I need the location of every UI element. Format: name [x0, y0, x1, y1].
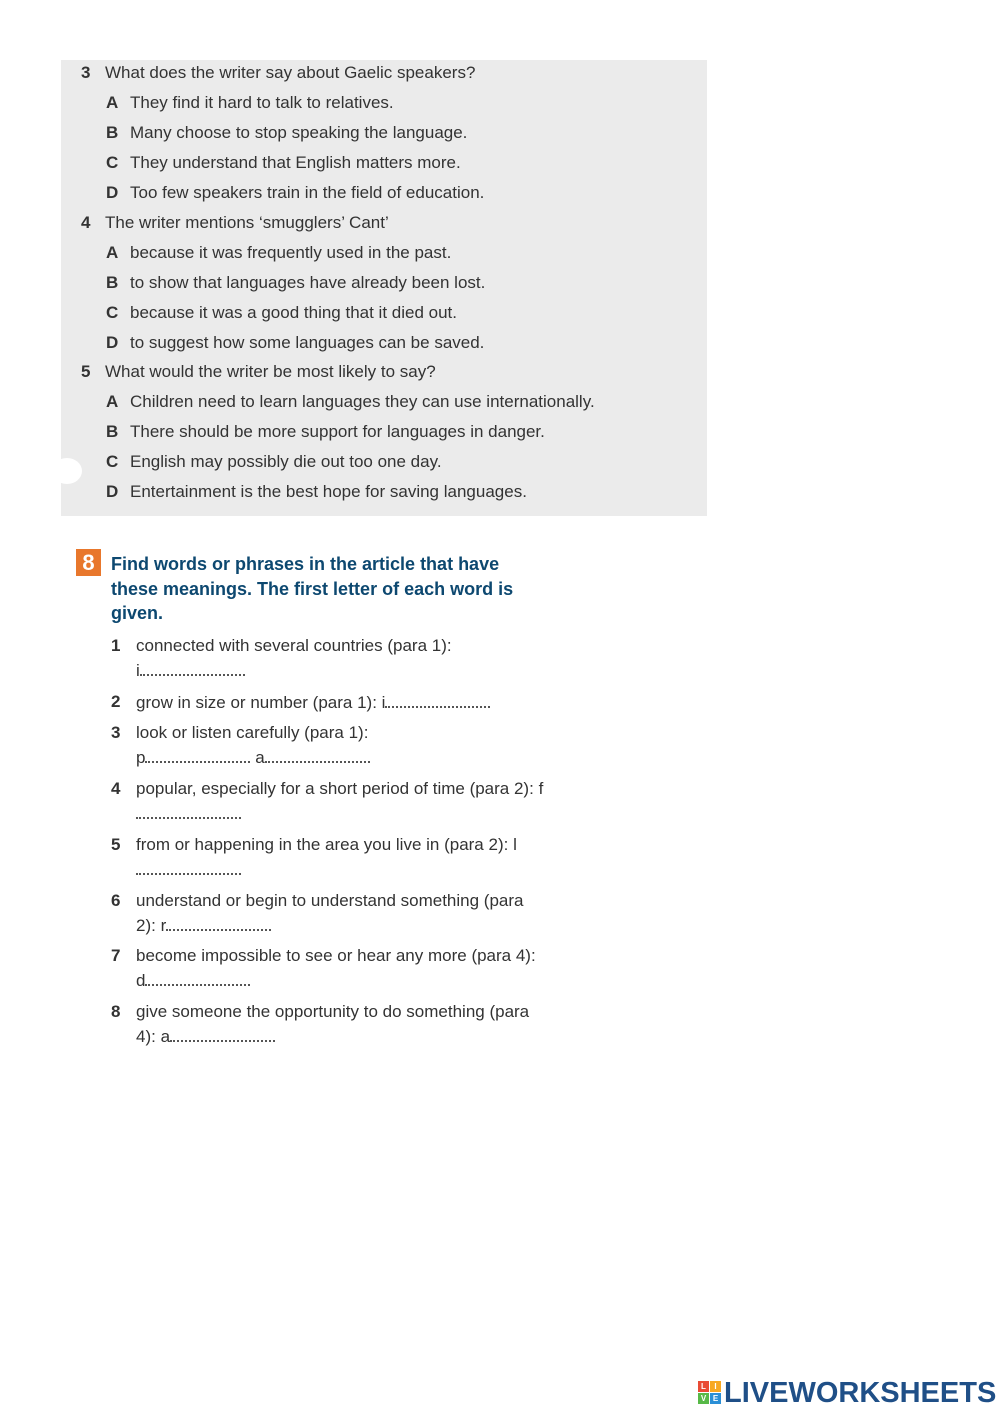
first-letter: p	[136, 748, 146, 767]
option-4a[interactable]	[106, 242, 451, 264]
question-number: 5	[81, 362, 91, 381]
option-3b[interactable]	[106, 122, 467, 144]
question-stem: What would the writer be most likely to say?	[105, 362, 436, 381]
option-letter: A	[106, 243, 119, 262]
question-stem: The writer mentions ‘smugglers’ Cant’	[105, 213, 389, 232]
answer-blank[interactable]	[265, 745, 370, 763]
option-text: There should be more support for languages in danger.	[130, 422, 545, 441]
question-5	[81, 361, 436, 383]
item-number: 5	[111, 835, 121, 854]
item-number: 7	[111, 946, 121, 965]
first-letter: r	[160, 916, 167, 935]
option-3c[interactable]	[106, 152, 461, 174]
option-4b[interactable]	[106, 272, 485, 294]
option-letter: A	[106, 392, 119, 411]
exercise-instruction: Find words or phrases in the article that have these meanings. The first letter of each word is given.	[111, 554, 514, 623]
exercise-item-5	[111, 833, 551, 883]
first-letter: l	[513, 835, 517, 854]
option-letter: B	[106, 273, 119, 292]
answer-blank[interactable]	[136, 801, 241, 819]
item-number: 6	[111, 891, 121, 910]
option-letter: B	[106, 123, 119, 142]
panel-edge-decoration	[52, 458, 82, 484]
answer-blank[interactable]	[385, 690, 490, 708]
option-4c[interactable]	[106, 302, 457, 324]
option-letter: D	[106, 333, 119, 352]
item-text: popular, especially for a short period of time (para 2):	[136, 779, 534, 798]
option-letter: C	[106, 452, 119, 471]
option-text: because it was frequently used in the past.	[130, 243, 452, 262]
first-letter: d	[136, 971, 146, 990]
first-letter: a	[160, 1027, 171, 1046]
option-text: Many choose to stop speaking the language.	[130, 123, 468, 142]
option-3d[interactable]	[106, 182, 484, 204]
item-text: connected with several countries (para 1):	[136, 636, 452, 655]
answer-blank[interactable]	[145, 745, 250, 763]
option-5a[interactable]	[106, 391, 595, 413]
option-text: Children need to learn languages they can use internationally.	[130, 392, 595, 411]
logo-tile: L	[698, 1381, 709, 1392]
exercise-item-8	[111, 1000, 551, 1050]
item-text: look or listen carefully (para 1):	[136, 723, 369, 742]
first-letter: i	[381, 693, 386, 712]
option-letter: C	[106, 303, 119, 322]
option-text: They understand that English matters more.	[130, 153, 461, 172]
item-text: understand or begin to understand something (para 2):	[136, 891, 524, 935]
answer-blank[interactable]	[140, 658, 245, 676]
option-5b[interactable]	[106, 421, 545, 443]
option-text: They find it hard to talk to relatives.	[130, 93, 394, 112]
option-letter: A	[106, 93, 119, 112]
question-number: 4	[81, 213, 91, 232]
option-text: to show that languages have already been lost.	[130, 273, 486, 292]
option-text: English may possibly die out too one day.	[130, 452, 442, 471]
logo-mark-icon	[698, 1381, 722, 1405]
option-text: to suggest how some languages can be saved.	[130, 333, 485, 352]
logo-wordmark: LIVEWORKSHEETS	[724, 1377, 997, 1409]
exercise-item-2	[111, 690, 551, 716]
option-5d[interactable]	[106, 481, 527, 503]
answer-blank[interactable]	[170, 1024, 275, 1042]
option-letter: D	[106, 183, 119, 202]
option-3a[interactable]	[106, 92, 394, 114]
question-stem: What does the writer say about Gaelic speakers?	[105, 63, 476, 82]
option-4d[interactable]	[106, 332, 484, 354]
item-number: 3	[111, 723, 121, 742]
item-text: from or happening in the area you live in (para 2):	[136, 835, 509, 854]
option-5c[interactable]	[106, 451, 442, 473]
item-number: 4	[111, 779, 121, 798]
logo-tile: I	[710, 1381, 721, 1392]
item-text: grow in size or number (para 1):	[136, 693, 377, 712]
first-letter: i	[136, 661, 140, 680]
answer-blank[interactable]	[145, 968, 250, 986]
exercise-item-3	[111, 721, 551, 771]
exercise-item-4	[111, 777, 551, 827]
option-letter: B	[106, 422, 119, 441]
option-text: Entertainment is the best hope for saving languages.	[130, 482, 527, 501]
item-number: 2	[111, 692, 121, 711]
option-letter: C	[106, 153, 119, 172]
logo-tile: V	[698, 1393, 709, 1404]
answer-blank[interactable]	[166, 913, 271, 931]
first-letter: a	[255, 748, 265, 767]
option-text: because it was a good thing that it died out.	[130, 303, 458, 322]
exercise-item-7	[111, 944, 551, 994]
answer-blank[interactable]	[136, 857, 241, 875]
exercise-item-1	[111, 634, 551, 684]
item-text: give someone the opportunity to do something (para 4):	[136, 1002, 530, 1046]
item-number: 1	[111, 636, 121, 655]
item-text: become impossible to see or hear any more (para 4):	[136, 946, 536, 965]
item-number: 8	[111, 1002, 121, 1021]
option-letter: D	[106, 482, 119, 501]
question-number: 3	[81, 63, 91, 82]
option-text: Too few speakers train in the field of education.	[130, 183, 485, 202]
logo-tile: E	[710, 1393, 721, 1404]
exercise-number-badge: 8	[76, 549, 101, 576]
question-4	[81, 212, 389, 234]
question-3	[81, 62, 475, 84]
first-letter: f	[538, 779, 544, 798]
exercise-item-6	[111, 889, 551, 939]
